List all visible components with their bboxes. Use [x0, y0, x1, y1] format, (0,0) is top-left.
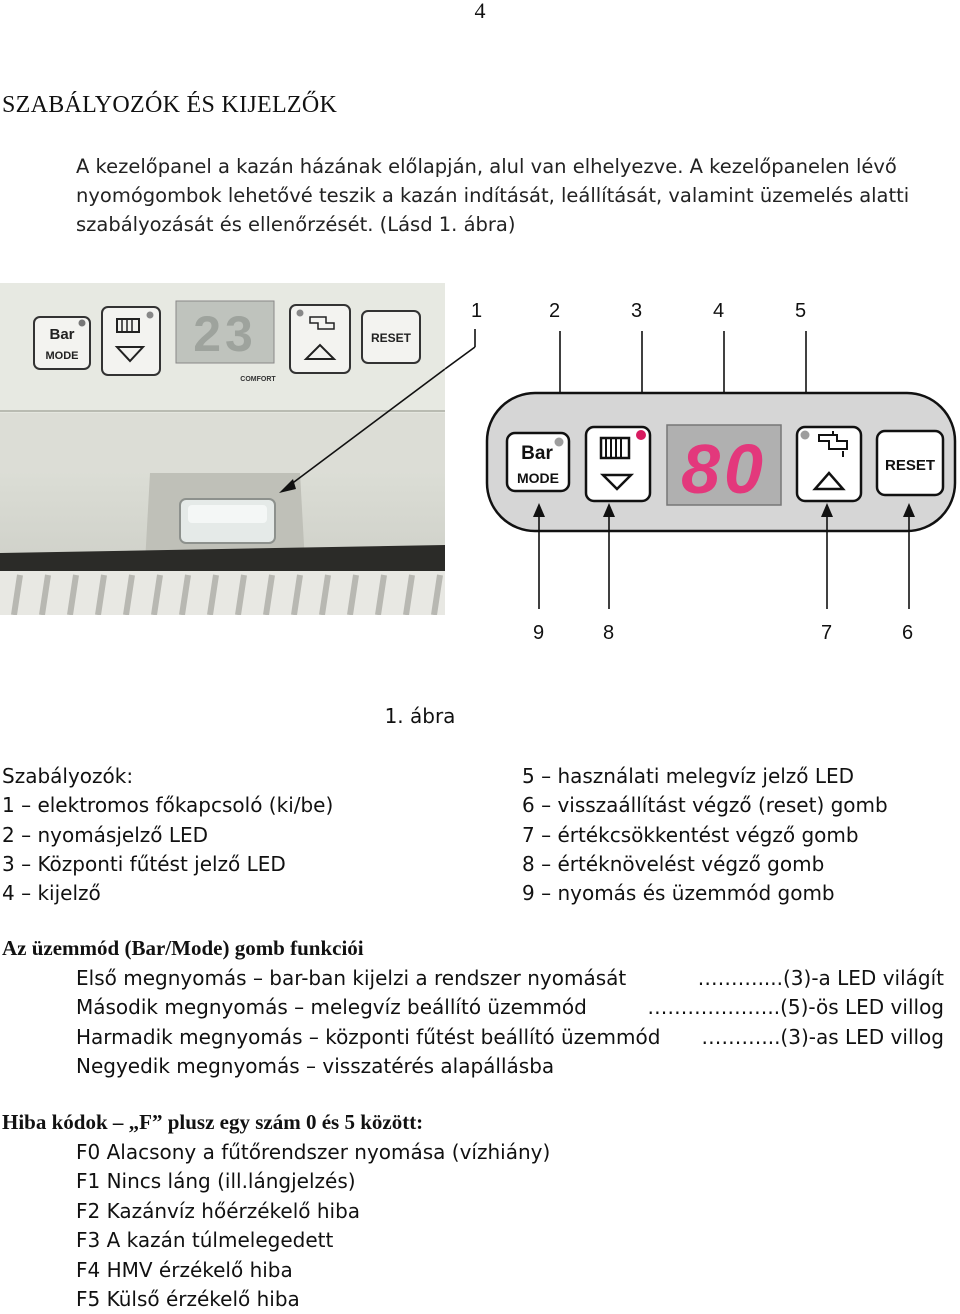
mode-row-text: Negyedik megnyomás – visszatérés alapállásba: [76, 1054, 555, 1079]
mode-row: [76, 1052, 944, 1081]
svg-text:Bar: Bar: [49, 326, 75, 343]
callout-number-2: 2: [549, 300, 561, 322]
photo-heating-minus-button: [102, 307, 160, 375]
callout-number-6: 6: [902, 622, 914, 644]
callout-number-5: 5: [795, 300, 807, 322]
legend-heading: Szabályozók:: [2, 764, 134, 788]
error-code-item: F5 Külső érzékelő hiba: [76, 1287, 300, 1312]
heating-led-indicator: [636, 430, 646, 440]
mode-row: [76, 1023, 944, 1052]
mode-row-text: Harmadik megnyomás – központi fűtést beállító üzemmód: [76, 1024, 661, 1049]
hot-water-led: [297, 310, 304, 317]
hot-water-plus-button: [797, 427, 861, 501]
callout-number-4: 4: [713, 300, 725, 322]
callout-number-3: 3: [631, 300, 643, 322]
reset-button: [877, 431, 943, 495]
callout-number-1: 1: [471, 300, 483, 322]
control-panel-photo: [0, 283, 445, 615]
legend-item: 3 – Központi fűtést jelző LED: [2, 851, 286, 876]
page-number: 4: [474, 0, 486, 23]
mode-row-result: ………....(3)-a LED világít: [697, 966, 944, 990]
callout-number-8: 8: [603, 622, 615, 644]
photo-hot-water-plus-button: [290, 305, 350, 373]
mode-row-text: Első megnyomás – bar-ban kijelzi a rendszer nyomását: [76, 966, 627, 990]
mode-section-heading: Az üzemmód (Bar/Mode) gomb funkciói: [2, 936, 364, 960]
pressure-led: [79, 320, 86, 327]
error-section-heading: Hiba kódok – „F” plusz egy szám 0 és 5 között:: [2, 1110, 424, 1134]
mode-row-result: [554, 1052, 944, 1081]
main-switch-highlight: [188, 505, 267, 523]
control-panel-photo-drawing: [0, 283, 445, 615]
svg-text:MODE: MODE: [45, 350, 79, 362]
error-code-item: F0 Alacsony a fűtőrendszer nyomása (vízhiány): [76, 1140, 551, 1164]
legend-item: 5 – használati melegvíz jelző LED: [522, 764, 855, 788]
legend-right-column: [522, 762, 888, 908]
pointer-line-start: [445, 347, 475, 369]
callout-number-9: 9: [533, 622, 545, 644]
legend-item: 8 – értéknövelést végző gomb: [522, 851, 825, 876]
bar-mode-button: [507, 433, 569, 491]
photo-bar-mode-button: [34, 317, 90, 369]
intro-paragraph: [76, 152, 956, 239]
heating-led: [147, 312, 154, 319]
comfort-label: COMFORT: [240, 376, 276, 383]
section-title: SZABÁLYOZÓK ÉS KIJELZŐK: [2, 92, 338, 118]
legend-item: 1 – elektromos főkapcsoló (ki/be): [2, 793, 334, 818]
legend-item: 6 – visszaállítást végző (reset) gomb: [522, 793, 888, 818]
figure-caption: 1. ábra: [384, 704, 456, 728]
hot-water-led-indicator: [801, 431, 810, 440]
svg-text:MODE: MODE: [517, 470, 559, 486]
mode-row-result: ………………..(5)-ös LED villog: [647, 995, 944, 1020]
mode-row-text: Második megnyomás – melegvíz beállító üzemmód: [76, 995, 587, 1020]
panel-lower-face: [0, 413, 445, 473]
legend-item: 7 – értékcsökkentést végző gomb: [522, 822, 859, 847]
mode-row-result: ………...(3)-as LED villog: [701, 1024, 944, 1049]
mode-row: [76, 964, 944, 993]
intro-line: A kezelőpanel a kazán házának előlapján, alul van elhelyezve. A kezelőpanelen lévő: [76, 155, 897, 178]
mode-row: [76, 993, 944, 1022]
svg-text:RESET: RESET: [884, 457, 936, 474]
radiator-icon: [601, 438, 629, 458]
pressure-led-indicator: [555, 438, 564, 447]
intro-line: nyomógombok lehetővé teszik a kazán indítását, leállítását, valamint üzemelés alatti: [76, 184, 910, 207]
callout-number-7: 7: [821, 622, 833, 644]
error-code-list: [76, 1138, 550, 1314]
error-code-item: F1 Nincs láng (ill.lángjelzés): [76, 1169, 356, 1194]
digital-display: [667, 425, 781, 508]
svg-text:RESET: RESET: [370, 331, 412, 345]
control-panel-diagram: [445, 283, 960, 653]
heating-minus-button: [586, 427, 650, 501]
error-code-item: F2 Kazánvíz hőérzékelő hiba: [76, 1198, 361, 1223]
legend-item: 9 – nyomás és üzemmód gomb: [522, 881, 835, 906]
legend-item: 4 – kijelző: [2, 881, 101, 906]
display-digits: 80: [681, 430, 767, 508]
legend-item: 2 – nyomásjelző LED: [2, 822, 209, 847]
error-code-item: F4 HMV érzékelő hiba: [76, 1257, 293, 1282]
svg-text:Bar: Bar: [521, 443, 553, 464]
mode-function-list: [76, 964, 944, 1082]
intro-line: szabályozását és ellenőrzését. (Lásd 1. ábra): [76, 213, 516, 236]
panel-gap: [0, 545, 445, 575]
photo-reset-button: [362, 311, 420, 363]
error-code-item: F3 A kazán túlmelegedett: [76, 1228, 334, 1253]
display-digits: 23: [193, 306, 257, 362]
legend-left-column: [2, 762, 333, 908]
